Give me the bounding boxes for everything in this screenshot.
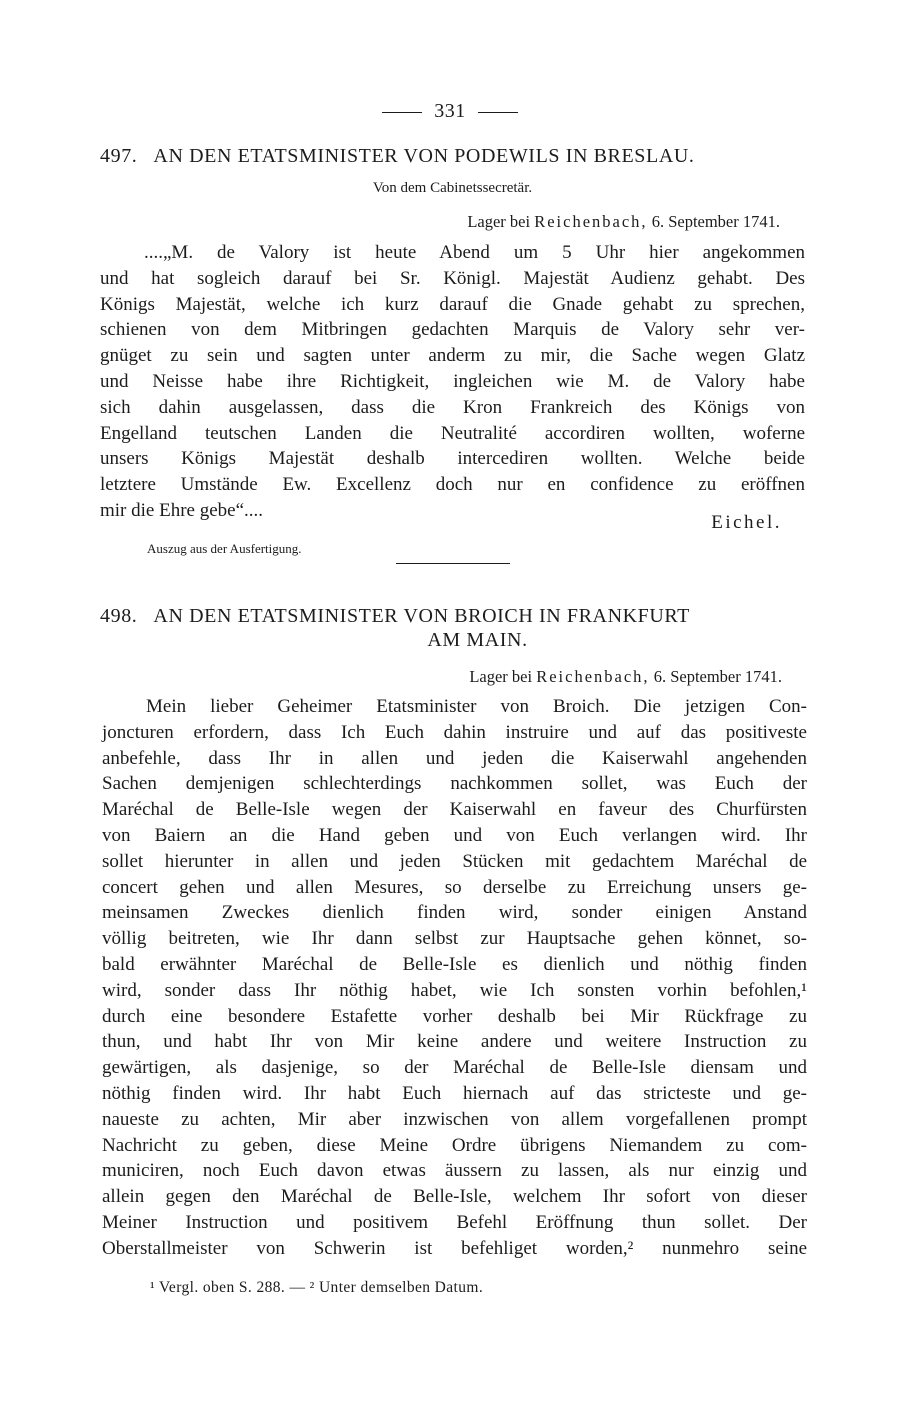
letter-498-line: joncturen erfordern, dass Ich Euch dahin instruire und auf das positiveste xyxy=(102,721,807,743)
letter-498-line: thun, und habt Ihr von Mir keine andere und weitere Instruction zu xyxy=(102,1031,807,1053)
page-number xyxy=(0,100,900,123)
letter-497-dateline xyxy=(100,212,780,232)
letter-498-line: municiren, noch Euch davon etwas äussern zu lassen, als nur einzig und xyxy=(102,1160,807,1182)
letter-497-subtitle-row xyxy=(100,180,805,197)
letter-498-line: anbefehle, dass Ihr in allen und jeden die Kaiserwahl angehenden xyxy=(102,747,807,769)
letter-498-line: durch eine besondere Estafette vorher deshalb bei Mir Rückfrage zu xyxy=(102,1005,807,1027)
letter-497-subtitle: Von dem Cabinetssecretär. xyxy=(372,180,533,196)
letter-497-heading xyxy=(100,144,805,168)
letter-498-line: Oberstallmeister von Schwerin ist befehliget worden,² nunmehro seine xyxy=(102,1237,807,1259)
letter-498-place-prefix: Lager bei xyxy=(469,667,533,686)
letter-498-line: nöthig finden wird. Ihr habt Euch hiernach auf das stricteste und ge- xyxy=(102,1082,807,1104)
letter-497-line: sich dahin ausgelassen, dass die Kron Frankreich des Königs von xyxy=(100,396,805,418)
letter-498-line: naueste zu achten, Mir aber inzwischen von allem vorgefallenen prompt xyxy=(102,1108,807,1130)
letter-498-line: Mein lieber Geheimer Etatsminister von Broich. Die jetzigen Con- xyxy=(146,696,807,717)
letter-497-number: 497. xyxy=(100,145,138,167)
footnotes: ¹ Vergl. oben S. 288. — ² Unter demselben Datum. xyxy=(150,1279,484,1296)
letter-497-line: unsers Königs Majestät deshalb intercediren wollten. Welche beide xyxy=(100,448,805,470)
letter-497-source-row xyxy=(147,541,852,557)
letter-498-place: Reichenbach, xyxy=(536,667,650,686)
letter-497-body xyxy=(100,240,805,524)
page-number-dash-left xyxy=(382,112,422,113)
letter-498-number: 498. xyxy=(100,605,138,627)
letter-497-signature: Eichel. xyxy=(711,512,782,533)
letter-498-line: sollet hierunter in allen und jeden Stücken mit gedachtem Maréchal de xyxy=(102,850,807,872)
letter-498-line: concert gehen und allen Mesures, so derselbe zu Erreichung unsers ge- xyxy=(102,876,807,898)
letter-497-line: Königs Majestät, welche ich kurz darauf die Gnade gehabt zu sprechen, xyxy=(100,293,805,315)
letter-498-title-line2: AM MAIN. xyxy=(427,629,528,651)
letter-497-source: Auszug aus der Ausfertigung. xyxy=(147,541,302,556)
page-number-dash-right xyxy=(478,112,518,113)
page-number-text: 331 xyxy=(434,100,466,122)
letter-498-title-line1: AN DEN ETATSMINISTER VON BROICH IN FRANKFURT xyxy=(153,605,690,627)
letter-497-line: mir die Ehre gebe“.... xyxy=(100,499,264,521)
letter-497-title: AN DEN ETATSMINISTER VON PODEWILS IN BRESLAU. xyxy=(153,145,695,167)
letter-498-line: gewärtigen, als dasjenige, so der Maréchal de Belle-Isle diensam und xyxy=(102,1057,807,1079)
letter-498-line: Nachricht zu geben, diese Meine Ordre übrigens Niemandem zu com- xyxy=(102,1134,807,1156)
letter-498-line: allein gegen den Maréchal de Belle-Isle, welchem Ihr sofort von dieser xyxy=(102,1186,807,1208)
letter-498-line: Meiner Instruction und positivem Befehl Eröffnung thun sollet. Der xyxy=(102,1211,807,1233)
letter-498-line: Maréchal de Belle-Isle wegen der Kaiserwahl en faveur des Churfürsten xyxy=(102,799,807,821)
letter-498-line: meinsamen Zweckes dienlich finden wird, sonder einigen Anstand xyxy=(102,902,807,924)
letter-497-line: schienen von dem Mitbringen gedachten Marquis de Valory sehr ver- xyxy=(100,319,805,341)
letter-497-dateline-row xyxy=(100,212,780,232)
letter-497-place-prefix: Lager bei xyxy=(467,212,531,231)
letter-497-line: und hat sogleich darauf bei Sr. Königl. Majestät Audienz gehabt. Des xyxy=(100,267,805,289)
letter-497-place: Reichenbach, xyxy=(534,212,648,231)
letter-498-body xyxy=(102,694,807,1262)
letter-498-line: völlig beitreten, wie Ihr dann selbst zur Hauptsache gehen könnet, so- xyxy=(102,928,807,950)
letter-497-signature-row xyxy=(100,512,782,534)
letter-498-line: wird, sonder dass Ihr nöthig habet, wie Ich sonsten vorhin befohlen,¹ xyxy=(102,979,807,1001)
letter-498-dateline-row xyxy=(100,667,782,687)
letter-498-date: 6. September 1741. xyxy=(653,667,782,686)
section-divider xyxy=(396,563,510,564)
letter-497-line: und Neisse habe ihre Richtigkeit, ingleichen wie M. de Valory habe xyxy=(100,370,805,392)
letter-498-line: von Baiern an die Hand geben und von Euch verlangen wird. Ihr xyxy=(102,824,807,846)
letter-498-dateline xyxy=(100,667,782,687)
letter-497-line: Engelland teutschen Landen die Neutralité accordiren wollten, woferne xyxy=(100,422,805,444)
letter-498-heading xyxy=(100,604,805,652)
footnotes-row xyxy=(150,1279,855,1297)
letter-498-line: Sachen demjenigen schlechterdings nachkommen sollet, was Euch der xyxy=(102,773,807,795)
letter-497-line: gnüget zu sein und sagten unter anderm zu mir, die Sache wegen Glatz xyxy=(100,345,805,367)
letter-498-line: bald erwähnter Maréchal de Belle-Isle es dienlich und nöthig finden xyxy=(102,953,807,975)
letter-497-line: ....„M. de Valory ist heute Abend um 5 Uhr hier angekommen xyxy=(144,242,805,263)
letter-497-line: letztere Umstände Ew. Excellenz doch nur en confidence zu eröffnen xyxy=(100,474,805,496)
letter-497-date: 6. September 1741. xyxy=(651,212,780,231)
